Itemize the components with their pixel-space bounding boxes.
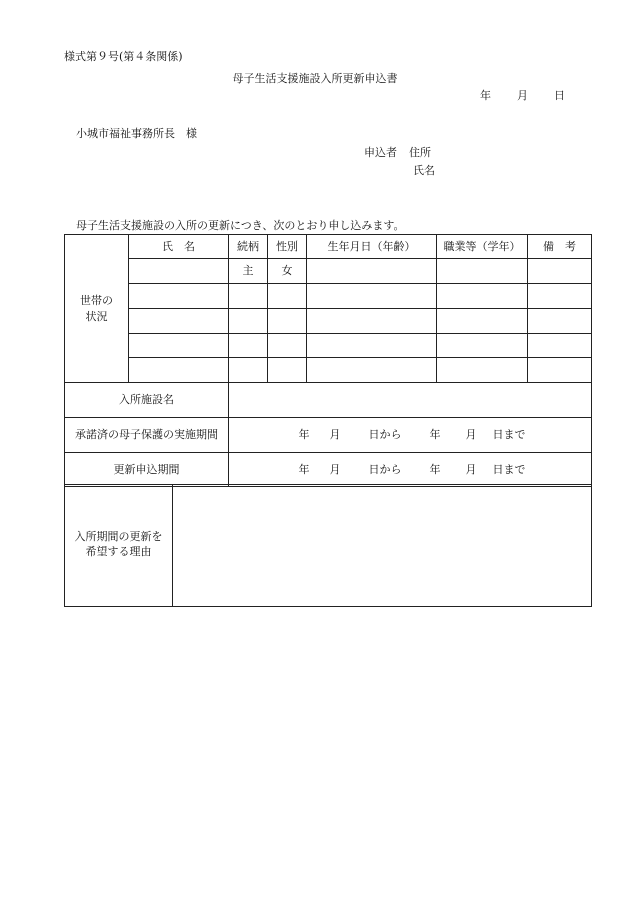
date-day-label: 日: [554, 89, 565, 102]
renewal-period-label: 更新申込期間: [65, 453, 229, 487]
reason-label: 入所期間の更新を 希望する理由: [65, 485, 173, 607]
remarks-cell[interactable]: [528, 358, 592, 383]
facility-label: 入所施設名: [65, 383, 229, 418]
address-label: 住所: [409, 146, 431, 159]
table-row: [65, 309, 592, 334]
relation-cell[interactable]: [229, 309, 268, 334]
relation-cell[interactable]: [229, 358, 268, 383]
col-header-birthdate: 生年月日（年齢）: [307, 235, 437, 259]
table-row: [65, 334, 592, 358]
relation-cell[interactable]: 主: [229, 259, 268, 284]
name-cell[interactable]: [129, 358, 229, 383]
addressee: 小城市福祉事務所長 様: [76, 127, 197, 140]
name-cell[interactable]: [129, 334, 229, 358]
occupation-cell[interactable]: [437, 358, 528, 383]
col-header-name: 氏 名: [129, 235, 229, 259]
reason-input-cell[interactable]: [173, 485, 592, 607]
form-title: 母子生活支援施設入所更新申込書: [232, 72, 398, 85]
col-header-gender: 性別: [268, 235, 307, 259]
occupation-cell[interactable]: [437, 284, 528, 309]
name-cell[interactable]: [129, 309, 229, 334]
intro-text: 母子生活支援施設の入所の更新につき、次のとおり申し込みます。: [76, 219, 405, 232]
birthdate-cell[interactable]: [307, 309, 437, 334]
date-line: [480, 87, 565, 103]
household-table: [64, 234, 592, 487]
applicant-name-label: 氏名: [413, 164, 435, 177]
table-row: [65, 358, 592, 383]
renewal-period-cell[interactable]: 年 月 日から 年 月 日まで: [229, 453, 592, 487]
remarks-cell[interactable]: [528, 334, 592, 358]
household-section-label: 世帯の 状況: [65, 235, 129, 383]
birthdate-cell[interactable]: [307, 358, 437, 383]
approved-period-label: 承諾済の母子保護の実施期間: [65, 418, 229, 453]
remarks-cell[interactable]: [528, 284, 592, 309]
name-cell[interactable]: [129, 284, 229, 309]
applicant-label: 申込者: [364, 146, 397, 159]
birthdate-cell[interactable]: [307, 284, 437, 309]
birthdate-cell[interactable]: [307, 259, 437, 284]
occupation-cell[interactable]: [437, 259, 528, 284]
date-year-label: 年: [480, 89, 491, 102]
occupation-cell[interactable]: [437, 334, 528, 358]
col-header-relation: 続柄: [229, 235, 268, 259]
form-number: 様式第９号(第４条関係): [64, 50, 183, 63]
birthdate-cell[interactable]: [307, 334, 437, 358]
occupation-cell[interactable]: [437, 309, 528, 334]
remarks-cell[interactable]: [528, 309, 592, 334]
col-header-remarks: 備 考: [528, 235, 592, 259]
date-month-label: 月: [517, 89, 528, 102]
remarks-cell[interactable]: [528, 259, 592, 284]
table-row: [65, 259, 592, 284]
reason-table: [64, 484, 592, 607]
relation-cell[interactable]: [229, 334, 268, 358]
table-row: [65, 284, 592, 309]
facility-name-cell[interactable]: [229, 383, 592, 418]
name-cell[interactable]: [129, 259, 229, 284]
relation-cell[interactable]: [229, 284, 268, 309]
gender-cell[interactable]: [268, 358, 307, 383]
col-header-occupation: 職業等（学年）: [437, 235, 528, 259]
applicant-address-line: [364, 144, 431, 160]
approved-period-cell[interactable]: 年 月 日から 年 月 日まで: [229, 418, 592, 453]
gender-cell[interactable]: 女: [268, 259, 307, 284]
gender-cell[interactable]: [268, 309, 307, 334]
gender-cell[interactable]: [268, 334, 307, 358]
gender-cell[interactable]: [268, 284, 307, 309]
